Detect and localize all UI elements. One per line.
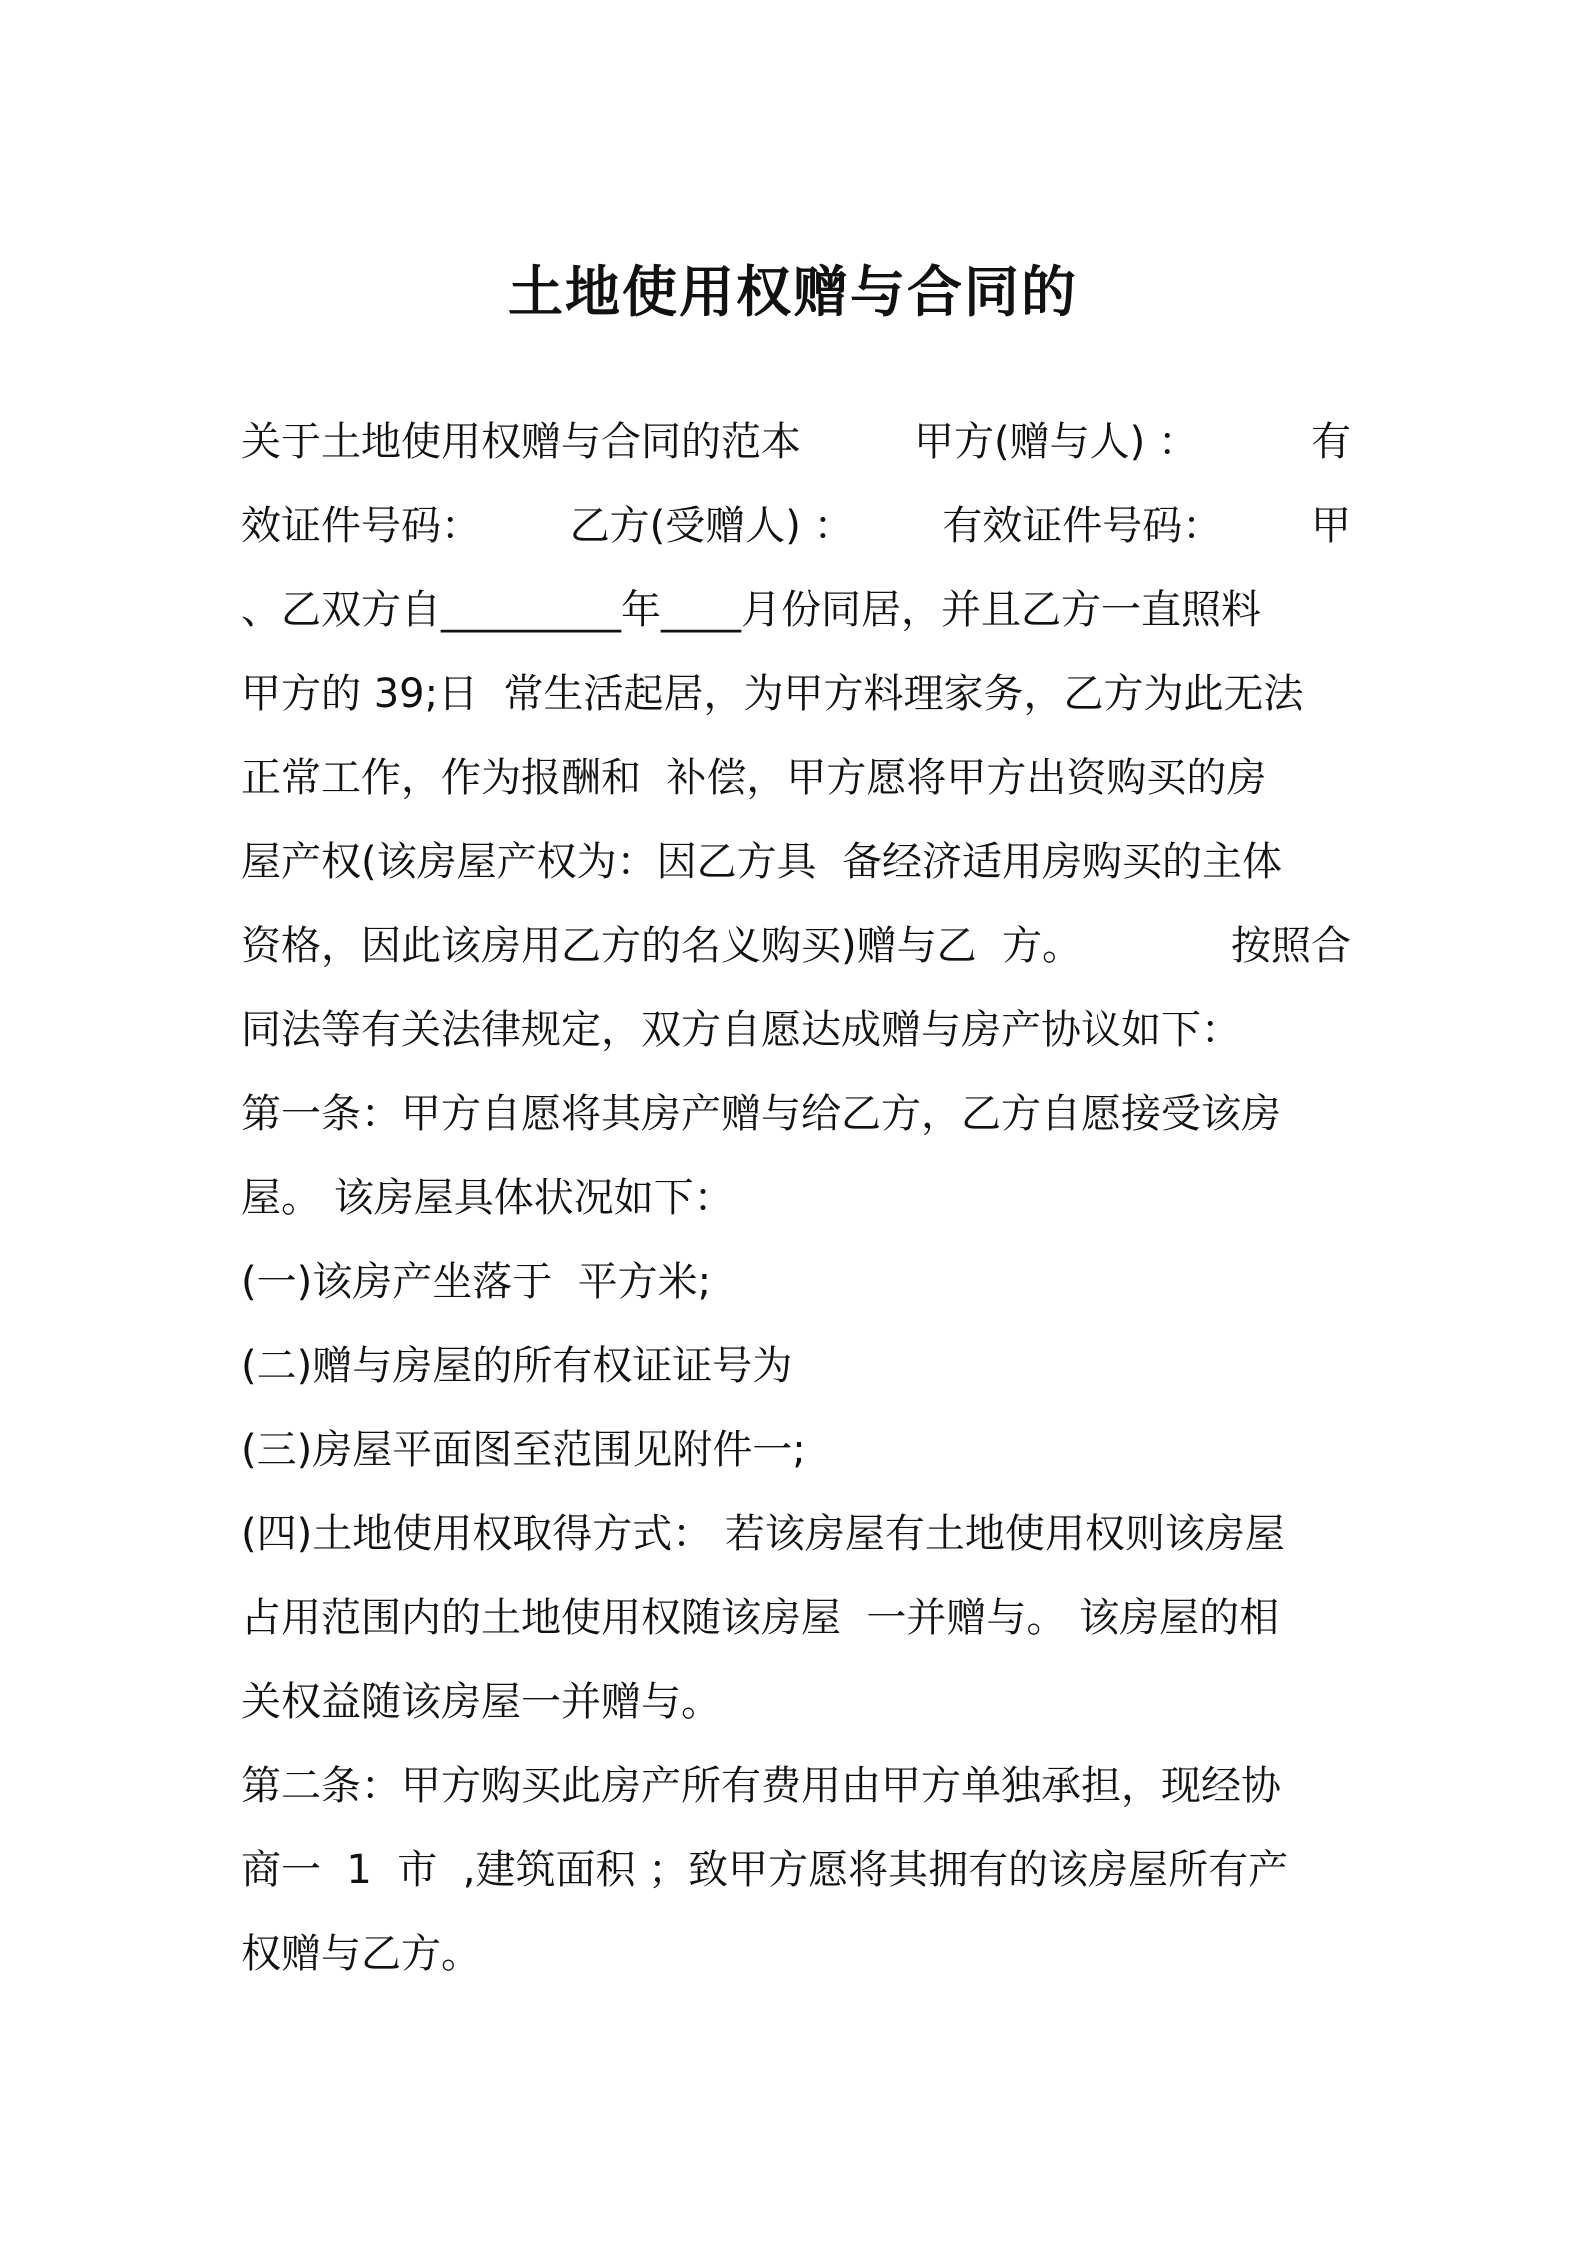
text-line: 屋。 该房屋具体状况如下： (241, 1175, 734, 1221)
text-line: 第二条：甲方购买此房产所有费用由甲方单独承担，现经协 (241, 1763, 1281, 1809)
text-line: (四)土地使用权取得方式： 若该房屋有土地使用权则该房屋 (241, 1511, 1285, 1557)
text-line: 、乙双方自_________年____月份同居，并且乙方一直照料 (241, 587, 1261, 633)
text-segment: 甲 (1311, 503, 1351, 549)
text-line: 同法等有关法律规定，双方自愿达成赠与房产协议如下： (241, 1007, 1241, 1053)
text-segment: 效证件号码： (241, 503, 481, 549)
text-line: 关权益随该房屋一并赠与。 (241, 1679, 721, 1725)
text-line: 权赠与乙方。 (241, 1931, 481, 1977)
text-line (241, 400, 1351, 484)
text-segment: 按照合 (1231, 923, 1351, 969)
text-line: 第一条：甲方自愿将其房产赠与给乙方，乙方自愿接受该房 (241, 1091, 1281, 1137)
text-line: 占用范围内的土地使用权随该房屋 一并赠与。 该房屋的相 (241, 1595, 1280, 1641)
text-line: 商一 1 市 ,建筑面积 ；致甲方愿将其拥有的该房屋所有产 (241, 1847, 1289, 1893)
text-line: 正常工作，作为报酬和 补偿，甲方愿将甲方出资购买的房 (241, 755, 1267, 801)
text-segment: 甲方(赠与人) ： (914, 419, 1198, 465)
text-line: (一)该房产坐落于 平方米; (241, 1259, 712, 1305)
text-line: 屋产权(该房屋产权为：因乙方具 备经济适用房购买的主体 (241, 839, 1283, 885)
text-line: (三)房屋平面图至范围见附件一; (241, 1427, 806, 1473)
text-segment: 关于土地使用权赠与合同的范本 (241, 419, 801, 465)
document-title: 土地使用权赠与合同的 (507, 260, 1078, 324)
text-line: 甲方的 39;日 常生活起居，为甲方料理家务，乙方为此无法 (241, 671, 1304, 717)
text-segment: 乙方(受赠人) ： (569, 503, 854, 549)
text-segment: 有效证件号码： (942, 503, 1223, 549)
text-line (241, 904, 1351, 988)
document-body (241, 400, 1351, 1996)
text-segment: 资格，因此该房用乙方的名义购买)赠与乙 方。 (241, 923, 1083, 969)
text-segment: 有 (1311, 419, 1351, 465)
text-line (241, 484, 1351, 568)
text-line: (二)赠与房屋的所有权证证号为 (241, 1343, 793, 1389)
